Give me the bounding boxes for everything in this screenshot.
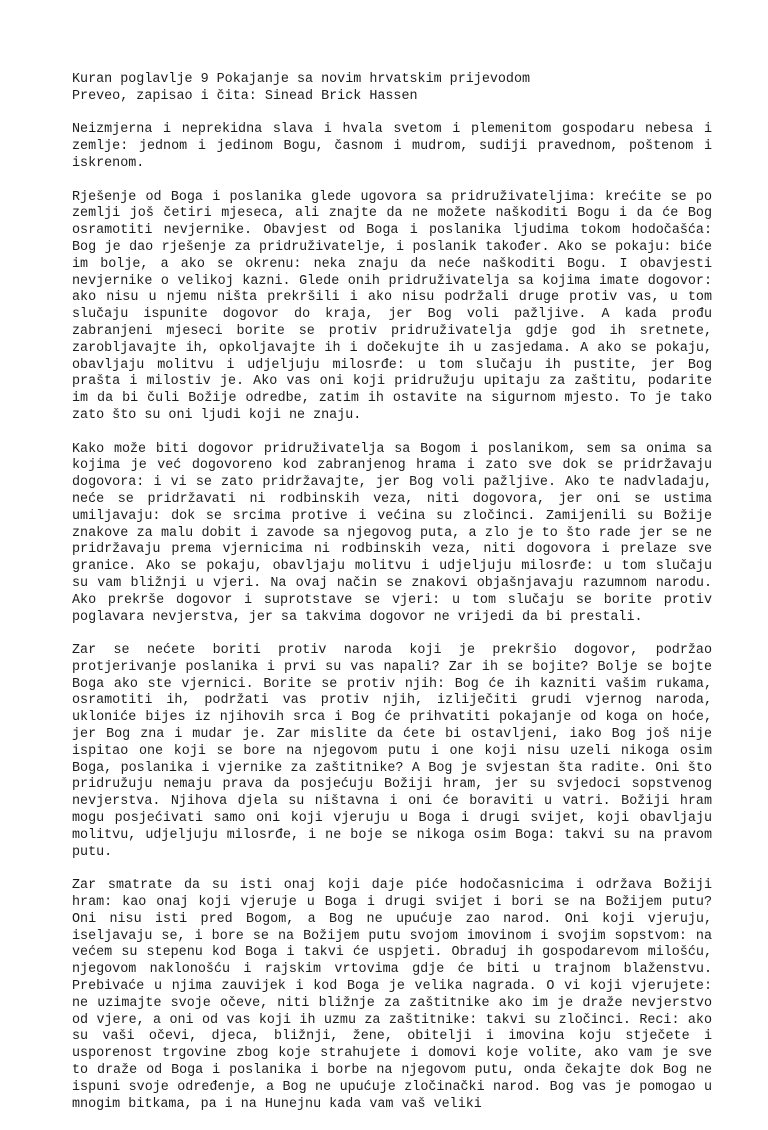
document-header xyxy=(72,72,712,106)
paragraph-2: Rješenje od Boga i poslanika glede ugovora sa pridruživateljima: krećite se po zemlji još četiri mjeseca, ali znajte da ne možete naškoditi Bogu i da će Bog osramotiti nevjernike. Obavjest od Boga i poslanika ljudima tokom hodočašća: Bog je dao rješenje za pridruživatelje, i poslanik također. Ako se pokaju: biće im bolje, a ako se okrenu: neka znaju da neće naškoditi Bogu. I obavjesti nevjernike o velikoj kazni. Glede onih pridruživatelja sa kojima imate dogovor: ako nisu u njemu ništa prekršili i ako nisu podržali druge protiv vas, u tom slučaju ispunite dogovor do kraja, jer Bog voli pažljive. A kada prođu zabranjeni mjeseci borite se protiv pridruživatelja gdje god ih sretnete, zarobljavajte ih, opkoljavajte ih i dočekujte ih u zasjedama. A ako se pokaju, obavljaju molitvu i udjeljuju milosrđe: u tom slučaju ih pustite, jer Bog prašta i milostiv je. Ako vas oni koji pridružuju upitaju za zaštitu, podarite im da bi čuli Božije odredbe, zatim ih ostavite na sigurnom mjesto. To je tako zato što su oni ljudi koji ne znaju. xyxy=(72,189,712,423)
paragraph-4: Zar se nećete boriti protiv naroda koji je prekršio dogovor, podržao protjerivanje poslanika i prvi su vas napali? Zar ih se bojite? Bolje se bojte Boga ako ste vjernici. Borite se protiv njih: Bog će ih kazniti vašim rukama, osramotiti ih, podržati vas protiv njih, izliječiti grudi vjernog naroda, ukloniće bijes iz njihovih srca i Bog će prihvatiti pokajanje od koga on hoće, jer Bog zna i mudar je. Zar mislite da ćete bi ostavljeni, iako Bog još nije ispitao one koji se bore na njegovom putu i one koji nisu uzeli nikoga osim Boga, poslanika i vjernike za zaštitnike? A Bog je svjestan šta radite. Oni što pridružuju nemaju prava da posjećuju Božiji hram, jer su svjedoci sopstvenog nevjerstva. Njihova djela su ništavna i oni će boraviti u vatri. Božiji hram mogu posjećivati samo oni koji vjeruju u Boga i drugi svijet, koji obavljaju molitvu, udjeljuju milosrđe, i ne boje se nikoga osim Boga: takvi su na pravom putu. xyxy=(72,643,712,860)
document-byline: Preveo, zapisao i čita: Sinead Brick Hassen xyxy=(72,88,418,104)
document-page xyxy=(72,72,712,1130)
paragraph-5: Zar smatrate da su isti onaj koji daje piće hodočasnicima i održava Božiji hram: kao onaj koji vjeruje u Boga i drugi svijet i bori se na Božijem putu? Oni nisu isti pred Bogom, a Bog ne upućuje zao narod. Oni koji vjeruju, iseljavaju se, i bore se na Božijem putu svojom imovinom i svojim sopstvom: na većem su stepenu kod Boga i takvi će uspjeti. Obraduj ih gospodarevom milošću, njegovom naklonošću i rajskim vrtovima gdje će biti u trajnom blaženstvu. Prebivaće u njima zauvijek i kod Boga je velika nagrada. O vi koji vjerujete: ne uzimajte svoje očeve, niti bližnje za zaštitnike ako im je draže nevjerstvo od vjere, a oni od vas koji ih uzmu za zaštitnike: takvi su zločinci. Reci: ako su vaši očevi, djeca, bližnji, žene, obitelji i imovina koju stječete i usporenost trgovine zbog koje strahujete i domovi koje volite, ako vam je sve to draže od Boga i poslanika i borbe na njegovom putu, onda čekajte dok Bog ne ispuni svoje određenje, a Bog ne upućuje zločinački narod. Bog vas je pomogao u mnogim bitkama, pa i na Hunejnu kada vam vaš veliki xyxy=(72,878,712,1112)
document-title: Kuran poglavlje 9 Pokajanje sa novim hrvatskim prijevodom xyxy=(72,72,531,87)
paragraph-1: Neizmjerna i neprekidna slava i hvala svetom i plemenitom gospodaru nebesa i zemlje: jednom i jedinom Bogu, časnom i mudrom, sudiji pravednom, poštenom i iskrenom. xyxy=(72,122,712,171)
paragraph-3: Kako može biti dogovor pridruživatelja sa Bogom i poslanikom, sem sa onima sa kojima je već dogovoreno kod zabranjenog hrama i zato sve dok se pridržavaju dogovora: i vi se zato pridržavajte, jer Bog voli pažljive. Ako te nadvladaju, neće se pridržavati ni rodbinskih veza, niti dogovora, jer oni se ustima umiljavaju: dok se srcima protive i većina su zločinci. Zamijenili su Božije znakove za malu dobit i zavode sa njegovog puta, a zlo je to što rade jer se ne pridržavaju prema vjernicima ni rodbinskih veza, niti dogovora i prelaze sve granice. Ako se pokaju, obavljaju molitvu i udjeljuju milosrđe: u tom slučaju su vam bližnji u vjeri. Na ovaj način se znakovi objašnjavaju razumnom narodu. Ako prekrše dogovor i suprotstave se vjeri: u tom slučaju se borite protiv poglavara nevjerstva, jer sa takvima dogovor ne vrijedi da bi prestali. xyxy=(72,441,712,625)
